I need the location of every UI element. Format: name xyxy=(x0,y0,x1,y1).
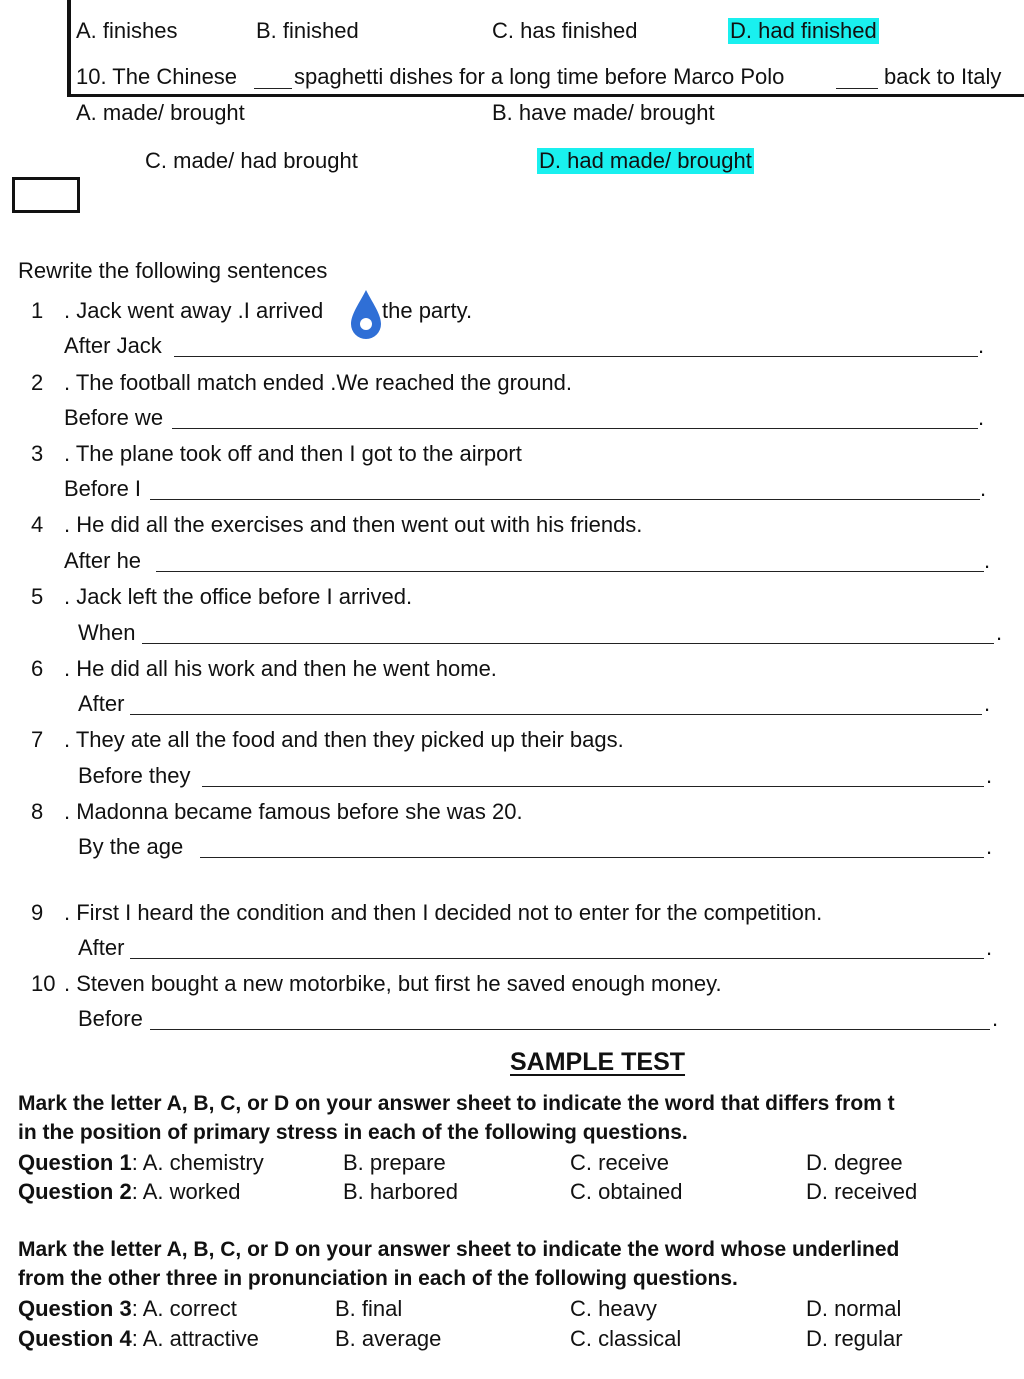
question-3-option-d: D. normal xyxy=(806,1296,902,1321)
rewrite-item-8-prompt: By the age xyxy=(78,834,184,859)
question-1-option-d: D. degree xyxy=(806,1150,903,1175)
rewrite-item-8-sentence: . Madonna became famous before she was 20. xyxy=(64,799,523,824)
stress-instruction-line1: Mark the letter A, B, C, or D on your answer sheet to indicate the word that differs from t xyxy=(18,1092,895,1115)
rewrite-item-6-period: . xyxy=(984,691,991,716)
rewrite-item-6-number: 6 xyxy=(31,656,44,681)
q9-option-d-highlighted: D. had finished xyxy=(730,18,877,43)
rewrite-item-10-number: 10 xyxy=(31,971,56,996)
empty-checkbox[interactable] xyxy=(12,177,80,213)
frame-bottom-border xyxy=(67,94,1024,97)
rewrite-item-1-sentence: . Jack went away .I arrived xyxy=(64,298,324,323)
rewrite-item-9-prompt: After xyxy=(78,935,125,960)
rewrite-item-1-number: 1 xyxy=(31,298,44,323)
question-1-row xyxy=(18,1150,264,1176)
question-3-label: Question 3 xyxy=(18,1296,132,1321)
question-3-option-a: : A. correct xyxy=(131,1296,237,1321)
rewrite-item-2-number: 2 xyxy=(31,370,44,395)
rewrite-item-2-sentence: . The football match ended .We reached the ground. xyxy=(64,370,572,395)
question-1-option-a: : A. chemistry xyxy=(131,1150,264,1175)
question-2-option-d: D. received xyxy=(806,1179,918,1204)
rewrite-item-2-prompt: Before we xyxy=(64,405,164,430)
rewrite-item-3-prompt: Before I xyxy=(64,476,142,501)
rewrite-item-4-answer-line[interactable] xyxy=(156,571,984,572)
rewrite-item-5-period: . xyxy=(996,620,1003,645)
rewrite-item-3-sentence: . The plane took off and then I got to the airport xyxy=(64,441,522,466)
rewrite-item-9-sentence: . First I heard the condition and then I decided not to enter for the competition. xyxy=(64,900,823,925)
question-3-row xyxy=(18,1296,237,1322)
rewrite-item-8-number: 8 xyxy=(31,799,44,824)
rewrite-item-8-period: . xyxy=(986,834,993,859)
q9-option-b: B. finished xyxy=(256,18,359,43)
question-1-label: Question 1 xyxy=(18,1150,132,1175)
rewrite-item-2-answer-line[interactable] xyxy=(172,428,978,429)
question-4-option-d: D. regular xyxy=(806,1326,903,1351)
rewrite-item-10-period: . xyxy=(992,1006,999,1031)
q10-stem-part3: back to Italy xyxy=(884,64,1002,89)
pronunciation-instruction-line2: from the other three in pronunciation in each of the following questions. xyxy=(18,1267,738,1290)
rewrite-item-9-number: 9 xyxy=(31,900,44,925)
question-4-row xyxy=(18,1326,259,1352)
rewrite-item-4-period: . xyxy=(984,548,991,573)
rewrite-item-1-sentence-end: the party. xyxy=(382,298,473,323)
rewrite-item-6-sentence: . He did all his work and then he went home. xyxy=(64,656,497,681)
rewrite-item-7-sentence: . They ate all the food and then they picked up their bags. xyxy=(64,727,624,752)
sample-test-title: SAMPLE TEST xyxy=(510,1048,686,1076)
rewrite-heading: Rewrite the following sentences xyxy=(18,258,328,283)
rewrite-item-4-sentence: . He did all the exercises and then went out with his friends. xyxy=(64,512,643,537)
rewrite-item-4-number: 4 xyxy=(31,512,44,537)
question-4-label: Question 4 xyxy=(18,1326,132,1351)
question-2-option-a: : A. worked xyxy=(131,1179,241,1204)
rewrite-item-3-number: 3 xyxy=(31,441,44,466)
question-4-option-a: : A. attractive xyxy=(131,1326,259,1351)
question-3-option-c: C. heavy xyxy=(570,1296,657,1321)
q10-stem-part1: 10. The Chinese xyxy=(76,64,238,89)
rewrite-item-7-number: 7 xyxy=(31,727,44,752)
rewrite-item-5-number: 5 xyxy=(31,584,44,609)
rewrite-item-3-period: . xyxy=(980,476,987,501)
question-2-option-c: C. obtained xyxy=(570,1179,683,1204)
rewrite-item-8-answer-line[interactable] xyxy=(200,857,984,858)
question-4-option-b: B. average xyxy=(335,1326,442,1351)
rewrite-item-5-sentence: . Jack left the office before I arrived. xyxy=(64,584,413,609)
rewrite-item-1-period: . xyxy=(978,333,985,358)
rewrite-item-7-prompt: Before they xyxy=(78,763,191,788)
q9-option-c: C. has finished xyxy=(492,18,638,43)
rewrite-item-3-answer-line[interactable] xyxy=(150,499,980,500)
question-3-option-b: B. final xyxy=(335,1296,403,1321)
rewrite-item-10-prompt: Before xyxy=(78,1006,143,1031)
stress-instruction-line2: in the position of primary stress in each of the following questions. xyxy=(18,1121,688,1144)
rewrite-item-6-prompt: After xyxy=(78,691,125,716)
q10-blank-2 xyxy=(836,88,878,89)
q10-option-b: B. have made/ brought xyxy=(492,100,715,125)
q10-option-d-highlighted: D. had made/ brought xyxy=(539,148,752,173)
rewrite-item-5-answer-line[interactable] xyxy=(142,643,994,644)
pronunciation-instruction-line1: Mark the letter A, B, C, or D on your answer sheet to indicate the word whose underlined xyxy=(18,1238,900,1261)
rewrite-item-6-answer-line[interactable] xyxy=(130,714,982,715)
q9-option-a: A. finishes xyxy=(76,18,178,43)
q10-stem-part2: spaghetti dishes for a long time before Marco Polo xyxy=(294,64,785,89)
rewrite-item-1-prompt: After Jack xyxy=(64,333,162,358)
question-4-option-c: C. classical xyxy=(570,1326,682,1351)
rewrite-item-9-answer-line[interactable] xyxy=(130,958,984,959)
frame-left-border xyxy=(67,0,71,96)
q10-blank-1 xyxy=(254,88,292,89)
question-2-label: Question 2 xyxy=(18,1179,132,1204)
rewrite-item-7-answer-line[interactable] xyxy=(202,786,984,787)
rewrite-item-7-period: . xyxy=(986,763,993,788)
water-drop-icon xyxy=(348,288,384,340)
question-1-option-c: C. receive xyxy=(570,1150,670,1175)
rewrite-item-4-prompt: After he xyxy=(64,548,142,573)
rewrite-item-10-sentence: . Steven bought a new motorbike, but first he saved enough money. xyxy=(64,971,722,996)
rewrite-item-10-answer-line[interactable] xyxy=(150,1029,990,1030)
rewrite-item-2-period: . xyxy=(978,405,985,430)
rewrite-item-1-answer-line[interactable] xyxy=(174,356,978,357)
q10-option-a: A. made/ brought xyxy=(76,100,245,125)
q10-option-c: C. made/ had brought xyxy=(145,148,358,173)
question-1-option-b: B. prepare xyxy=(343,1150,446,1175)
question-2-row xyxy=(18,1179,241,1205)
rewrite-item-9-period: . xyxy=(986,935,993,960)
rewrite-item-5-prompt: When xyxy=(78,620,136,645)
question-2-option-b: B. harbored xyxy=(343,1179,458,1204)
